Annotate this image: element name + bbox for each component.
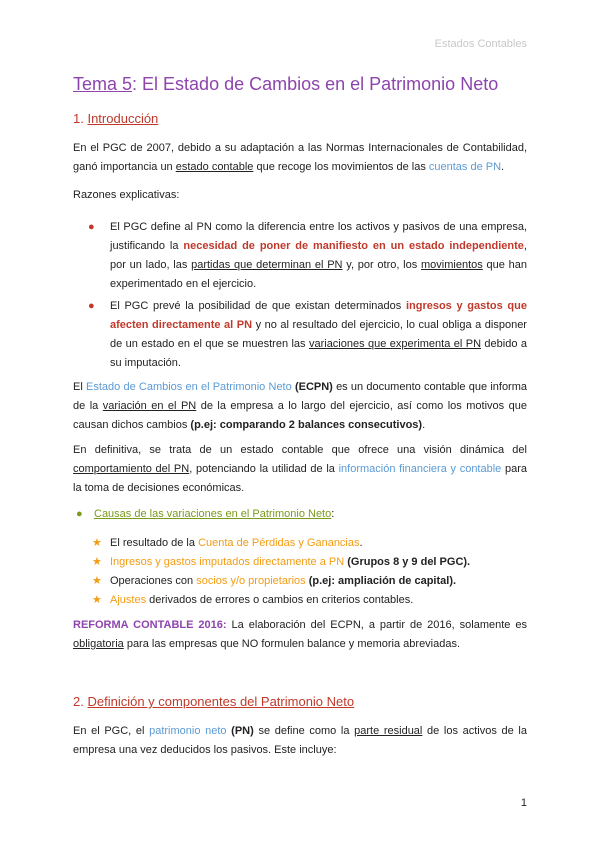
cause-3-bold: (p.ej: ampliación de capital). [305,575,457,587]
reform-underline: obligatoria [73,638,124,650]
cause-4-highlight: Ajustes [110,594,147,606]
title-text: : El Estado de Cambios en el Patrimonio Neto [132,74,499,94]
section-1-number: 1. [73,111,88,126]
p1-text-c: . [501,161,505,173]
p3-bold-1: (ECPN) [291,381,333,393]
cause-4-text-b: derivados de errores o cambios en criterios contables. [146,594,414,606]
cause-item-1 [110,534,363,553]
title-number: Tema 5 [73,74,133,94]
star-icon: ★ [92,537,102,549]
p1-text-a: En el PGC de 2007, debido a su adaptación a las Normas Internacionales de Contabilidad, ganó importancia un [73,142,527,173]
p4-link: información financiera y contable [338,463,502,475]
reform-text-a: La elaboración del ECPN, a partir de 2016, solamente es [226,619,527,631]
p5-link: patrimonio neto [149,725,227,737]
star-icon: ★ [92,575,102,587]
star-icon: ★ [92,594,102,606]
bullet-dot-icon: ● [76,508,83,520]
p4-underline: comportamiento del PN [73,463,190,475]
bullet-dot-icon: ● [88,221,95,233]
p5-underline: parte residual [354,725,423,737]
cause-3-highlight: socios y/o propietarios [196,575,306,587]
cause-1-text-b: . [359,537,363,549]
li1-underline-2: movimientos [421,259,483,271]
section-2-number: 2. [73,694,88,709]
causes-label: Causas de las variaciones en el Patrimonio Neto [94,508,332,520]
reason-item-1 [110,218,527,294]
p3-bold-2: (p.ej: comparando 2 balances consecutivos) [190,419,423,431]
p1-underline: estado contable [175,161,254,173]
li1-highlight: necesidad de poner de manifiesto en un estado independiente [183,240,524,252]
page-number: 1 [520,797,527,809]
li2-text-b: y no al resultado del ejercicio, lo cual obliga a disponer de un estado en el que se muestren las [110,319,527,350]
p3-underline: variación en el PN [102,400,197,412]
li2-text-a: El PGC prevé la posibilidad de que existan determinados [110,300,406,312]
summary-paragraph [73,441,527,498]
p5-text-a: En el PGC, el [73,725,150,737]
p3-link: Estado de Cambios en el Patrimonio Neto [86,381,292,393]
cause-2-highlight: Ingresos y gastos imputados directamente a PN [110,556,345,568]
pn-definition-paragraph [73,722,527,760]
p4-text-a: En definitiva, se trata de un estado contable que ofrece una visión dinámica del [73,444,527,456]
star-icon: ★ [92,556,102,568]
page-title [73,74,498,95]
reasons-label: Razones explicativas: [73,189,180,201]
running-header: Estados Contables [434,38,527,50]
p5-bold: (PN) [226,725,254,737]
p3-text-c: de la empresa a lo largo del ejercicio, así como los motivos que causan dichos cambios [73,400,527,431]
p4-text-b: , potenciando la utilidad de la [189,463,339,475]
intro-paragraph [73,139,527,177]
p1-link: cuentas de PN [428,161,502,173]
section-1-title: Introducción [87,111,159,126]
causes-heading [94,505,334,524]
p3-text-b: es un documento contable que informa de la [73,381,527,412]
reason-item-2 [110,297,527,373]
cause-1-highlight: Cuenta de Pérdidas y Ganancias [198,537,360,549]
li2-underline: variaciones que experimenta el PN [308,338,482,350]
p3-text-a: El [73,381,86,393]
reform-label: REFORMA CONTABLE 2016: [73,619,227,631]
ecpn-definition-paragraph [73,378,527,435]
bullet-dot-icon: ● [88,300,95,312]
li2-highlight: ingresos y gastos que afecten directamente al PN [110,300,527,331]
li2-text-c: debido a su imputación. [110,338,528,369]
section-2-title: Definición y componentes del Patrimonio Neto [87,694,355,709]
reform-text-b: para las empresas que NO formulen balance y memoria abreviadas. [123,638,461,650]
cause-item-3 [110,572,456,591]
cause-item-4 [110,591,413,610]
section-1-heading [73,111,158,126]
p4-text-c: para la toma de decisiones económicas. [73,463,528,494]
cause-1-text-a: El resultado de la [110,537,199,549]
causes-colon: : [331,508,335,520]
p3-text-d: . [422,419,426,431]
p5-text-c: de los activos de la empresa una vez deducidos los pasivos. Este incluye: [73,725,527,756]
p1-text-b: que recoge los movimientos de las [253,161,429,173]
li1-text-b: , por un lado, las [110,240,527,271]
reform-paragraph [73,616,527,654]
p5-text-b: se define como la [253,725,355,737]
li1-text-a: El PGC define al PN como la diferencia entre los activos y pasivos de una empresa, justificando la [110,221,527,252]
li1-text-c: y, por otro, los [342,259,422,271]
li1-text-d: que han experimentado en el ejercicio. [110,259,527,290]
li1-underline-1: partidas que determinan el PN [191,259,343,271]
cause-3-text-a: Operaciones con [110,575,197,587]
section-2-heading [73,694,354,709]
cause-item-2 [110,553,470,572]
cause-2-bold: (Grupos 8 y 9 del PGC). [344,556,471,568]
